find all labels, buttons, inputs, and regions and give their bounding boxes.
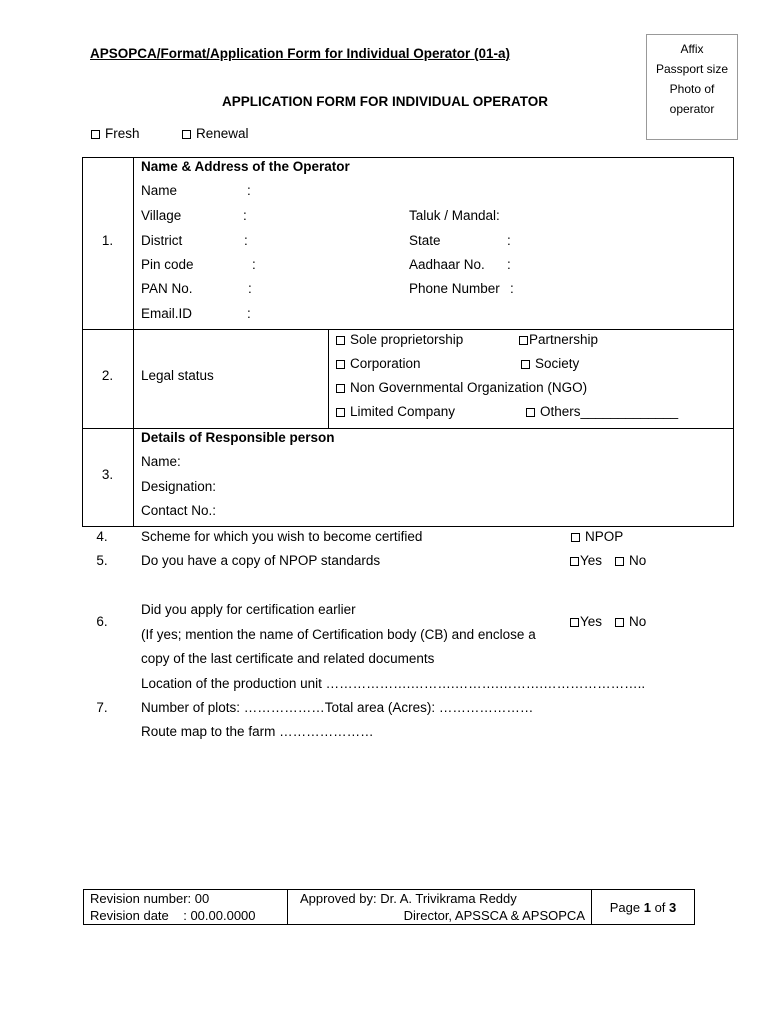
district-colon: : — [244, 233, 248, 248]
approver-title: Director, APSSCA & APSOPCA — [403, 908, 585, 923]
corporation-checkbox[interactable] — [336, 360, 345, 369]
approved-by: Approved by: Dr. A. Trivikrama Reddy — [300, 891, 517, 906]
npop-checkbox[interactable] — [571, 533, 580, 542]
section-6-number: 6. — [96, 614, 108, 629]
revision-cell — [84, 890, 288, 925]
society-label: Society — [535, 356, 580, 371]
certified-no-checkbox[interactable] — [615, 618, 624, 627]
taluk-label: Taluk / Mandal: — [409, 208, 500, 223]
revision-number: Revision number: 00 — [90, 891, 210, 906]
table-divider-1 — [82, 329, 734, 330]
sole-proprietorship-checkbox[interactable] — [336, 336, 345, 345]
table-number-column-divider — [133, 157, 134, 527]
limited-company-checkbox[interactable] — [336, 408, 345, 417]
contact-label: Contact No.: — [141, 503, 217, 518]
renewal-option[interactable] — [182, 126, 249, 141]
section-7-number: 7. — [96, 700, 108, 715]
route-map: Route map to the farm ………………… — [141, 724, 374, 739]
npop-copy-yes-option[interactable] — [570, 553, 602, 568]
corporation-label: Corporation — [350, 356, 421, 371]
pan-colon: : — [248, 281, 252, 296]
name-colon: : — [247, 183, 251, 198]
section-3-number: 3. — [101, 467, 114, 482]
page-prefix: Page — [609, 899, 644, 915]
page-current: 1 — [643, 899, 651, 915]
page-cell — [592, 890, 695, 925]
section-3-title: Details of Responsible person — [141, 430, 335, 445]
production-unit-location: Location of the production unit ……………….……….……….……….………………….. — [141, 676, 646, 691]
renewal-label: Renewal — [196, 126, 249, 141]
phone-colon: : — [510, 281, 514, 296]
partnership-checkbox[interactable] — [519, 336, 528, 345]
passport-photo-box — [646, 34, 738, 140]
section-2-number: 2. — [101, 368, 114, 383]
section-1-title: Name & Address of the Operator — [141, 159, 350, 174]
corporation-option[interactable] — [336, 356, 421, 371]
email-colon: : — [247, 306, 251, 321]
others-checkbox[interactable] — [526, 408, 535, 417]
npop-copy-no-checkbox[interactable] — [615, 557, 624, 566]
others-label: Others_____________ — [540, 404, 679, 419]
responsible-name-label: Name: — [141, 454, 181, 469]
document-reference: APSOPCA/Format/Application Form for Individual Operator (01-a) — [90, 46, 511, 61]
sole-proprietorship-label: Sole proprietorship — [350, 332, 464, 347]
society-checkbox[interactable] — [521, 360, 530, 369]
npop-copy-no-option[interactable] — [615, 553, 646, 568]
page-of: of — [650, 899, 670, 915]
section-5-number: 5. — [96, 553, 108, 568]
aadhaar-colon: : — [507, 257, 511, 272]
pincode-label: Pin code — [141, 257, 194, 272]
fresh-option[interactable] — [91, 126, 140, 141]
village-colon: : — [243, 208, 247, 223]
photo-line-4: operator — [669, 102, 715, 116]
email-label: Email.ID — [141, 306, 193, 321]
ngo-label: Non Governmental Organization (NGO) — [350, 380, 588, 395]
approval-cell — [288, 890, 592, 925]
ngo-option[interactable] — [336, 380, 587, 395]
phone-label: Phone Number — [409, 281, 500, 296]
certified-yes-checkbox[interactable] — [570, 618, 579, 627]
section-4-number: 4. — [96, 529, 108, 544]
pan-label: PAN No. — [141, 281, 193, 296]
certification-question-line-1: Did you apply for certification earlier — [141, 602, 356, 617]
aadhaar-label: Aadhaar No. — [409, 257, 485, 272]
pincode-colon: : — [252, 257, 256, 272]
npop-option[interactable] — [571, 529, 623, 544]
district-label: District — [141, 233, 183, 248]
certification-question-line-2: (If yes; mention the name of Certification body (CB) and enclose a — [141, 627, 536, 642]
society-option[interactable] — [521, 356, 579, 371]
page-total: 3 — [669, 899, 677, 915]
photo-line-2: Passport size — [655, 62, 729, 76]
photo-line-1: Affix — [680, 42, 704, 56]
limited-company-option[interactable] — [336, 404, 455, 419]
fresh-checkbox[interactable] — [91, 130, 100, 139]
scheme-question: Scheme for which you wish to become certified — [141, 529, 423, 544]
certified-no-option[interactable] — [615, 614, 646, 629]
partnership-option[interactable] — [519, 332, 598, 347]
npop-copy-question: Do you have a copy of NPOP standards — [141, 553, 381, 568]
state-label: State — [409, 233, 441, 248]
legal-status-label: Legal status — [141, 368, 214, 383]
certification-question-line-3: copy of the last certificate and related documents — [141, 651, 435, 666]
table-border-right — [733, 157, 734, 527]
fresh-label: Fresh — [105, 126, 140, 141]
npop-label: NPOP — [585, 529, 624, 544]
name-label: Name — [141, 183, 178, 198]
form-title: APPLICATION FORM FOR INDIVIDUAL OPERATOR — [221, 94, 548, 109]
revision-date: Revision date : 00.00.0000 — [90, 908, 256, 923]
state-colon: : — [507, 233, 511, 248]
table-border-top — [82, 157, 734, 158]
certified-yes-option[interactable] — [570, 614, 602, 629]
village-label: Village — [141, 208, 182, 223]
limited-company-label: Limited Company — [350, 404, 456, 419]
npop-copy-no-label: No — [629, 553, 647, 568]
table-border-bottom — [82, 526, 734, 527]
npop-copy-yes-label: Yes — [580, 553, 603, 568]
designation-label: Designation: — [141, 479, 217, 494]
revision-footer — [83, 889, 695, 925]
legal-status-divider — [328, 329, 329, 429]
section-1-number: 1. — [101, 233, 114, 248]
others-option[interactable] — [526, 404, 678, 419]
partnership-label: Partnership — [529, 332, 599, 347]
certified-no-label: No — [629, 614, 647, 629]
photo-line-3: Photo of — [669, 82, 715, 96]
renewal-checkbox[interactable] — [182, 130, 191, 139]
certified-yes-label: Yes — [580, 614, 603, 629]
npop-copy-yes-checkbox[interactable] — [570, 557, 579, 566]
ngo-checkbox[interactable] — [336, 384, 345, 393]
table-divider-2 — [82, 428, 734, 429]
sole-proprietorship-option[interactable] — [336, 332, 463, 347]
plots-and-area: Number of plots: ………………Total area (Acres): ………………… — [141, 700, 534, 715]
